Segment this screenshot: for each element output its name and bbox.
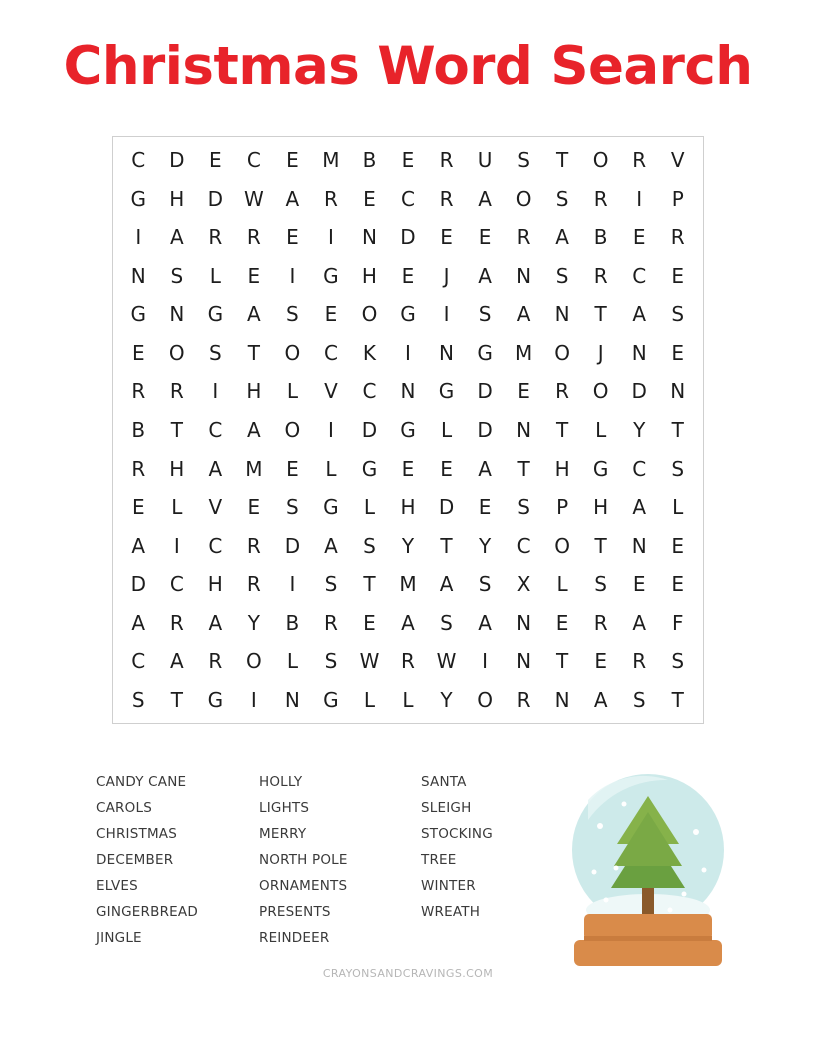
grid-cell: D xyxy=(361,417,378,442)
grid-cell: G xyxy=(361,456,378,481)
grid-cell: I xyxy=(135,225,142,250)
grid-cell: E xyxy=(478,225,492,250)
grid-cell: E xyxy=(440,225,453,250)
grid-cell: I xyxy=(405,340,411,365)
grid-cell: D xyxy=(631,379,647,404)
grid-cell: H xyxy=(169,456,185,481)
grid-cell: R xyxy=(516,225,531,250)
grid-cell: R xyxy=(323,610,338,635)
grid-cell: C xyxy=(632,263,647,288)
grid-cell: C xyxy=(131,649,146,674)
grid-cell: A xyxy=(478,263,492,288)
grid-cell: F xyxy=(671,610,684,635)
grid-cell: T xyxy=(671,687,684,712)
grid-cell: A xyxy=(247,302,261,327)
grid-cell: M xyxy=(399,572,417,597)
grid-cell: S xyxy=(440,610,453,635)
grid-cell: E xyxy=(671,533,685,558)
grid-cell: E xyxy=(401,263,415,288)
grid-cell: O xyxy=(168,340,185,365)
grid-cell: S xyxy=(517,148,530,173)
grid-cell: D xyxy=(400,225,416,250)
grid-cell: E xyxy=(363,610,376,635)
word-list-item: REINDEER xyxy=(259,930,330,947)
grid-cell: L xyxy=(672,495,684,520)
word-list-item: HOLLY xyxy=(259,774,303,791)
grid-cell: E xyxy=(286,225,299,250)
grid-cell: A xyxy=(401,610,415,635)
grid-cell: E xyxy=(671,263,685,288)
grid-cell: T xyxy=(556,417,569,442)
grid-cell: P xyxy=(556,495,569,520)
grid-cell: I xyxy=(482,649,489,674)
site-credit: CRAYONSANDCRAVINGS.COM xyxy=(322,967,494,980)
grid-cell: O xyxy=(554,533,570,558)
word-list-item: GINGERBREAD xyxy=(96,904,198,921)
grid-cell: L xyxy=(286,379,298,404)
grid-cell: O xyxy=(361,302,378,327)
grid-cell: R xyxy=(401,649,415,674)
grid-cell: N xyxy=(400,379,416,404)
grid-cell: R xyxy=(323,186,338,211)
word-list-item: CHRISTMAS xyxy=(96,826,178,843)
grid-cell: N xyxy=(554,302,570,327)
grid-cell: W xyxy=(243,186,264,211)
grid-cell: O xyxy=(245,649,262,674)
grid-cell: Y xyxy=(478,533,492,558)
grid-cell: G xyxy=(400,302,416,327)
grid-cell: T xyxy=(671,417,684,442)
grid-cell: N xyxy=(516,649,532,674)
grid-cell: R xyxy=(439,148,454,173)
grid-cell: T xyxy=(517,456,530,481)
grid-cell: R xyxy=(439,186,454,211)
word-list-item: MERRY xyxy=(259,826,307,843)
grid-cell: D xyxy=(438,495,455,520)
grid-cell: G xyxy=(323,495,339,520)
word-list-item: CAROLS xyxy=(96,800,152,817)
grid-cell: M xyxy=(245,456,263,481)
grid-cell: A xyxy=(439,572,454,597)
grid-cell: R xyxy=(246,225,261,250)
grid-cell: E xyxy=(286,148,299,173)
grid-cell: A xyxy=(208,456,223,481)
grid-cell: R xyxy=(131,379,146,404)
grid-cell: N xyxy=(516,610,532,635)
grid-cell: H xyxy=(207,572,223,597)
word-list-item: LIGHTS xyxy=(259,800,310,817)
grid-cell: S xyxy=(478,572,492,597)
grid-cell: K xyxy=(362,340,377,365)
grid-cell: N xyxy=(554,687,570,712)
grid-cell: L xyxy=(363,495,376,520)
grid-cell: I xyxy=(636,186,643,211)
grid-cell: R xyxy=(516,687,531,712)
word-list-item: STOCKING xyxy=(421,826,493,843)
grid-cell: O xyxy=(592,379,609,404)
grid-cell: S xyxy=(671,649,685,674)
grid-cell: C xyxy=(208,417,223,442)
grid-cell: C xyxy=(632,456,647,481)
snow-globe-illustration xyxy=(558,760,738,970)
grid-cell: G xyxy=(438,379,455,404)
grid-cell: A xyxy=(324,533,338,558)
grid-cell: G xyxy=(592,456,609,481)
grid-cell: G xyxy=(400,417,416,442)
grid-cell: S xyxy=(632,687,646,712)
grid-cell: R xyxy=(632,148,647,173)
grid-cell: L xyxy=(286,649,298,674)
grid-cell: E xyxy=(594,649,607,674)
grid-cell: N xyxy=(516,417,532,442)
grid-cell: G xyxy=(323,687,339,712)
grid-cell: B xyxy=(131,417,146,442)
grid-cell: C xyxy=(131,148,146,173)
grid-cell: R xyxy=(593,186,608,211)
grid-cell: E xyxy=(555,610,569,635)
grid-cell: S xyxy=(671,302,685,327)
grid-cell: L xyxy=(363,687,376,712)
grid-cell: N xyxy=(631,340,647,365)
grid-cell: S xyxy=(594,572,607,597)
word-list-column-2 xyxy=(259,770,421,952)
grid-cell: R xyxy=(169,379,184,404)
grid-cell: O xyxy=(477,687,493,712)
grid-cell: L xyxy=(325,456,337,481)
grid-cell: Y xyxy=(401,533,415,558)
grid-cell: R xyxy=(632,649,647,674)
grid-cell: G xyxy=(323,263,339,288)
grid-cell: A xyxy=(478,186,492,211)
grid-cell: V xyxy=(324,379,338,404)
grid-cell: I xyxy=(289,572,296,597)
grid-cell: S xyxy=(671,456,685,481)
grid-cell: C xyxy=(323,340,338,365)
grid-cell: E xyxy=(286,456,299,481)
grid-cell: N xyxy=(670,379,686,404)
grid-cell: S xyxy=(478,302,492,327)
word-list-column-3 xyxy=(421,770,566,952)
grid-cell: T xyxy=(556,649,569,674)
grid-cell: C xyxy=(246,148,261,173)
word-search-grid xyxy=(112,136,704,724)
grid-cell: E xyxy=(671,340,685,365)
grid-cell: T xyxy=(170,687,183,712)
grid-cell: B xyxy=(362,148,377,173)
word-list-item: JINGLE xyxy=(96,930,142,947)
grid-cell: S xyxy=(170,263,184,288)
grid-cell: S xyxy=(363,533,376,558)
grid-cell: A xyxy=(247,417,261,442)
grid-cell: T xyxy=(363,572,376,597)
word-list-item: PRESENTS xyxy=(259,904,331,921)
grid-cell: D xyxy=(130,572,146,597)
word-list-item: NORTH POLE xyxy=(259,852,348,869)
grid-cell: A xyxy=(169,649,184,674)
grid-cell: N xyxy=(631,533,647,558)
grid-cell: C xyxy=(401,186,415,211)
grid-cell: Y xyxy=(247,610,260,635)
grid-cell: G xyxy=(130,186,147,211)
word-list-column-1 xyxy=(96,770,259,952)
word-list xyxy=(96,770,566,952)
grid-cell: L xyxy=(402,687,414,712)
grid-cell: E xyxy=(363,186,376,211)
grid-cell: A xyxy=(593,687,608,712)
grid-cell: R xyxy=(593,263,608,288)
grid-cell: I xyxy=(289,263,296,288)
grid-cell: S xyxy=(324,572,338,597)
grid-cell: I xyxy=(173,533,180,558)
word-list-item: SLEIGH xyxy=(421,800,472,817)
grid-cell: N xyxy=(169,302,185,327)
grid-cell: A xyxy=(285,186,300,211)
grid-cell: R xyxy=(246,572,261,597)
grid-cell: G xyxy=(207,687,224,712)
grid-cell: X xyxy=(516,572,531,597)
grid-cell: R xyxy=(246,533,261,558)
grid-cell: H xyxy=(246,379,262,404)
grid-cell: C xyxy=(362,379,377,404)
grid-cell: T xyxy=(170,417,183,442)
grid-cell: T xyxy=(440,533,453,558)
grid-cell: A xyxy=(208,610,223,635)
word-list-item: WREATH xyxy=(421,904,481,921)
grid-cell: T xyxy=(594,533,607,558)
grid-cell: T xyxy=(594,302,607,327)
grid-cell: L xyxy=(171,495,183,520)
grid-cell: E xyxy=(517,379,530,404)
grid-cell: A xyxy=(131,610,146,635)
grid-cell: I xyxy=(212,379,219,404)
grid-cell: H xyxy=(361,263,377,288)
grid-cell: S xyxy=(131,687,145,712)
grid-cell: L xyxy=(595,417,607,442)
grid-cell: N xyxy=(284,687,300,712)
word-list-item: CANDY CANE xyxy=(96,774,187,791)
grid-cell: I xyxy=(250,687,257,712)
grid-cell: S xyxy=(555,263,569,288)
grid-cell: R xyxy=(208,225,223,250)
grid-cell: N xyxy=(130,263,146,288)
grid-cell: O xyxy=(554,340,570,365)
grid-cell: V xyxy=(670,148,685,173)
grid-cell: G xyxy=(130,302,147,327)
grid-cell: I xyxy=(327,225,334,250)
grid-cell: P xyxy=(671,186,684,211)
grid-cell: G xyxy=(477,340,493,365)
grid-cell: H xyxy=(400,495,416,520)
grid-cell: R xyxy=(169,610,184,635)
grid-cell: D xyxy=(284,533,301,558)
grid-cell: G xyxy=(207,302,224,327)
grid-cell: A xyxy=(555,225,569,250)
grid-cell: I xyxy=(443,302,450,327)
grid-cell: E xyxy=(131,340,145,365)
grid-cell: C xyxy=(208,533,223,558)
word-list-item: TREE xyxy=(421,852,457,869)
grid-cell: E xyxy=(671,572,685,597)
grid-cell: S xyxy=(208,340,222,365)
grid-cell: N xyxy=(439,340,455,365)
grid-cell: E xyxy=(209,148,222,173)
grid-cell: S xyxy=(286,302,299,327)
grid-cell: A xyxy=(516,302,531,327)
grid-cell: S xyxy=(517,495,530,520)
grid-cell: L xyxy=(440,417,453,442)
grid-cell: M xyxy=(514,340,533,365)
grid-cell: B xyxy=(285,610,300,635)
grid-cell: R xyxy=(131,456,146,481)
word-list-item: SANTA xyxy=(421,774,467,791)
word-list-item: ORNAMENTS xyxy=(259,878,348,895)
grid-cell: T xyxy=(556,148,569,173)
grid-cell: I xyxy=(327,417,334,442)
grid-cell: H xyxy=(593,495,609,520)
grid-cell: D xyxy=(169,148,185,173)
grid-cell: U xyxy=(477,148,493,173)
grid-cell: H xyxy=(169,186,185,211)
letter-grid xyxy=(113,137,703,723)
grid-cell: W xyxy=(436,649,457,674)
grid-cell: A xyxy=(632,302,647,327)
grid-cell: D xyxy=(477,379,493,404)
grid-cell: E xyxy=(131,495,145,520)
grid-cell: B xyxy=(593,225,608,250)
word-list-item: DECEMBER xyxy=(96,852,174,869)
grid-cell: T xyxy=(247,340,260,365)
grid-cell: A xyxy=(131,533,146,558)
grid-cell: R xyxy=(670,225,685,250)
grid-cell: L xyxy=(209,263,221,288)
grid-cell: S xyxy=(324,649,338,674)
grid-cell: C xyxy=(516,533,531,558)
grid-cell: L xyxy=(556,572,568,597)
grid-cell: A xyxy=(632,495,647,520)
grid-cell: E xyxy=(632,225,646,250)
grid-cell: O xyxy=(592,148,609,173)
grid-cell: J xyxy=(443,263,450,288)
grid-cell: O xyxy=(284,417,301,442)
grid-cell: S xyxy=(286,495,299,520)
grid-cell: R xyxy=(555,379,570,404)
grid-cell: M xyxy=(322,148,340,173)
grid-cell: D xyxy=(477,417,493,442)
grid-cell: Y xyxy=(440,687,453,712)
grid-cell: R xyxy=(208,649,223,674)
grid-cell: O xyxy=(284,340,301,365)
grid-cell: E xyxy=(440,456,453,481)
grid-cell: E xyxy=(632,572,646,597)
word-list-item: ELVES xyxy=(96,878,138,895)
grid-cell: O xyxy=(515,186,532,211)
grid-cell: N xyxy=(361,225,377,250)
grid-cell: E xyxy=(401,148,415,173)
grid-cell: E xyxy=(247,495,261,520)
grid-cell: J xyxy=(597,340,604,365)
grid-cell: V xyxy=(208,495,223,520)
grid-cell: A xyxy=(478,610,492,635)
grid-cell: H xyxy=(554,456,570,481)
grid-cell: R xyxy=(593,610,608,635)
grid-cell: E xyxy=(478,495,492,520)
grid-cell: A xyxy=(169,225,184,250)
grid-cell: E xyxy=(401,456,415,481)
word-list-item: WINTER xyxy=(421,878,476,895)
grid-cell: E xyxy=(247,263,261,288)
grid-cell: C xyxy=(169,572,184,597)
grid-cell: N xyxy=(516,263,532,288)
grid-cell: W xyxy=(359,649,380,674)
grid-cell: Y xyxy=(633,417,646,442)
grid-cell: A xyxy=(632,610,647,635)
grid-cell: S xyxy=(555,186,569,211)
grid-cell: E xyxy=(324,302,338,327)
grid-cell: A xyxy=(478,456,492,481)
page-title: Christmas Word Search xyxy=(63,36,753,97)
grid-cell: D xyxy=(207,186,224,211)
